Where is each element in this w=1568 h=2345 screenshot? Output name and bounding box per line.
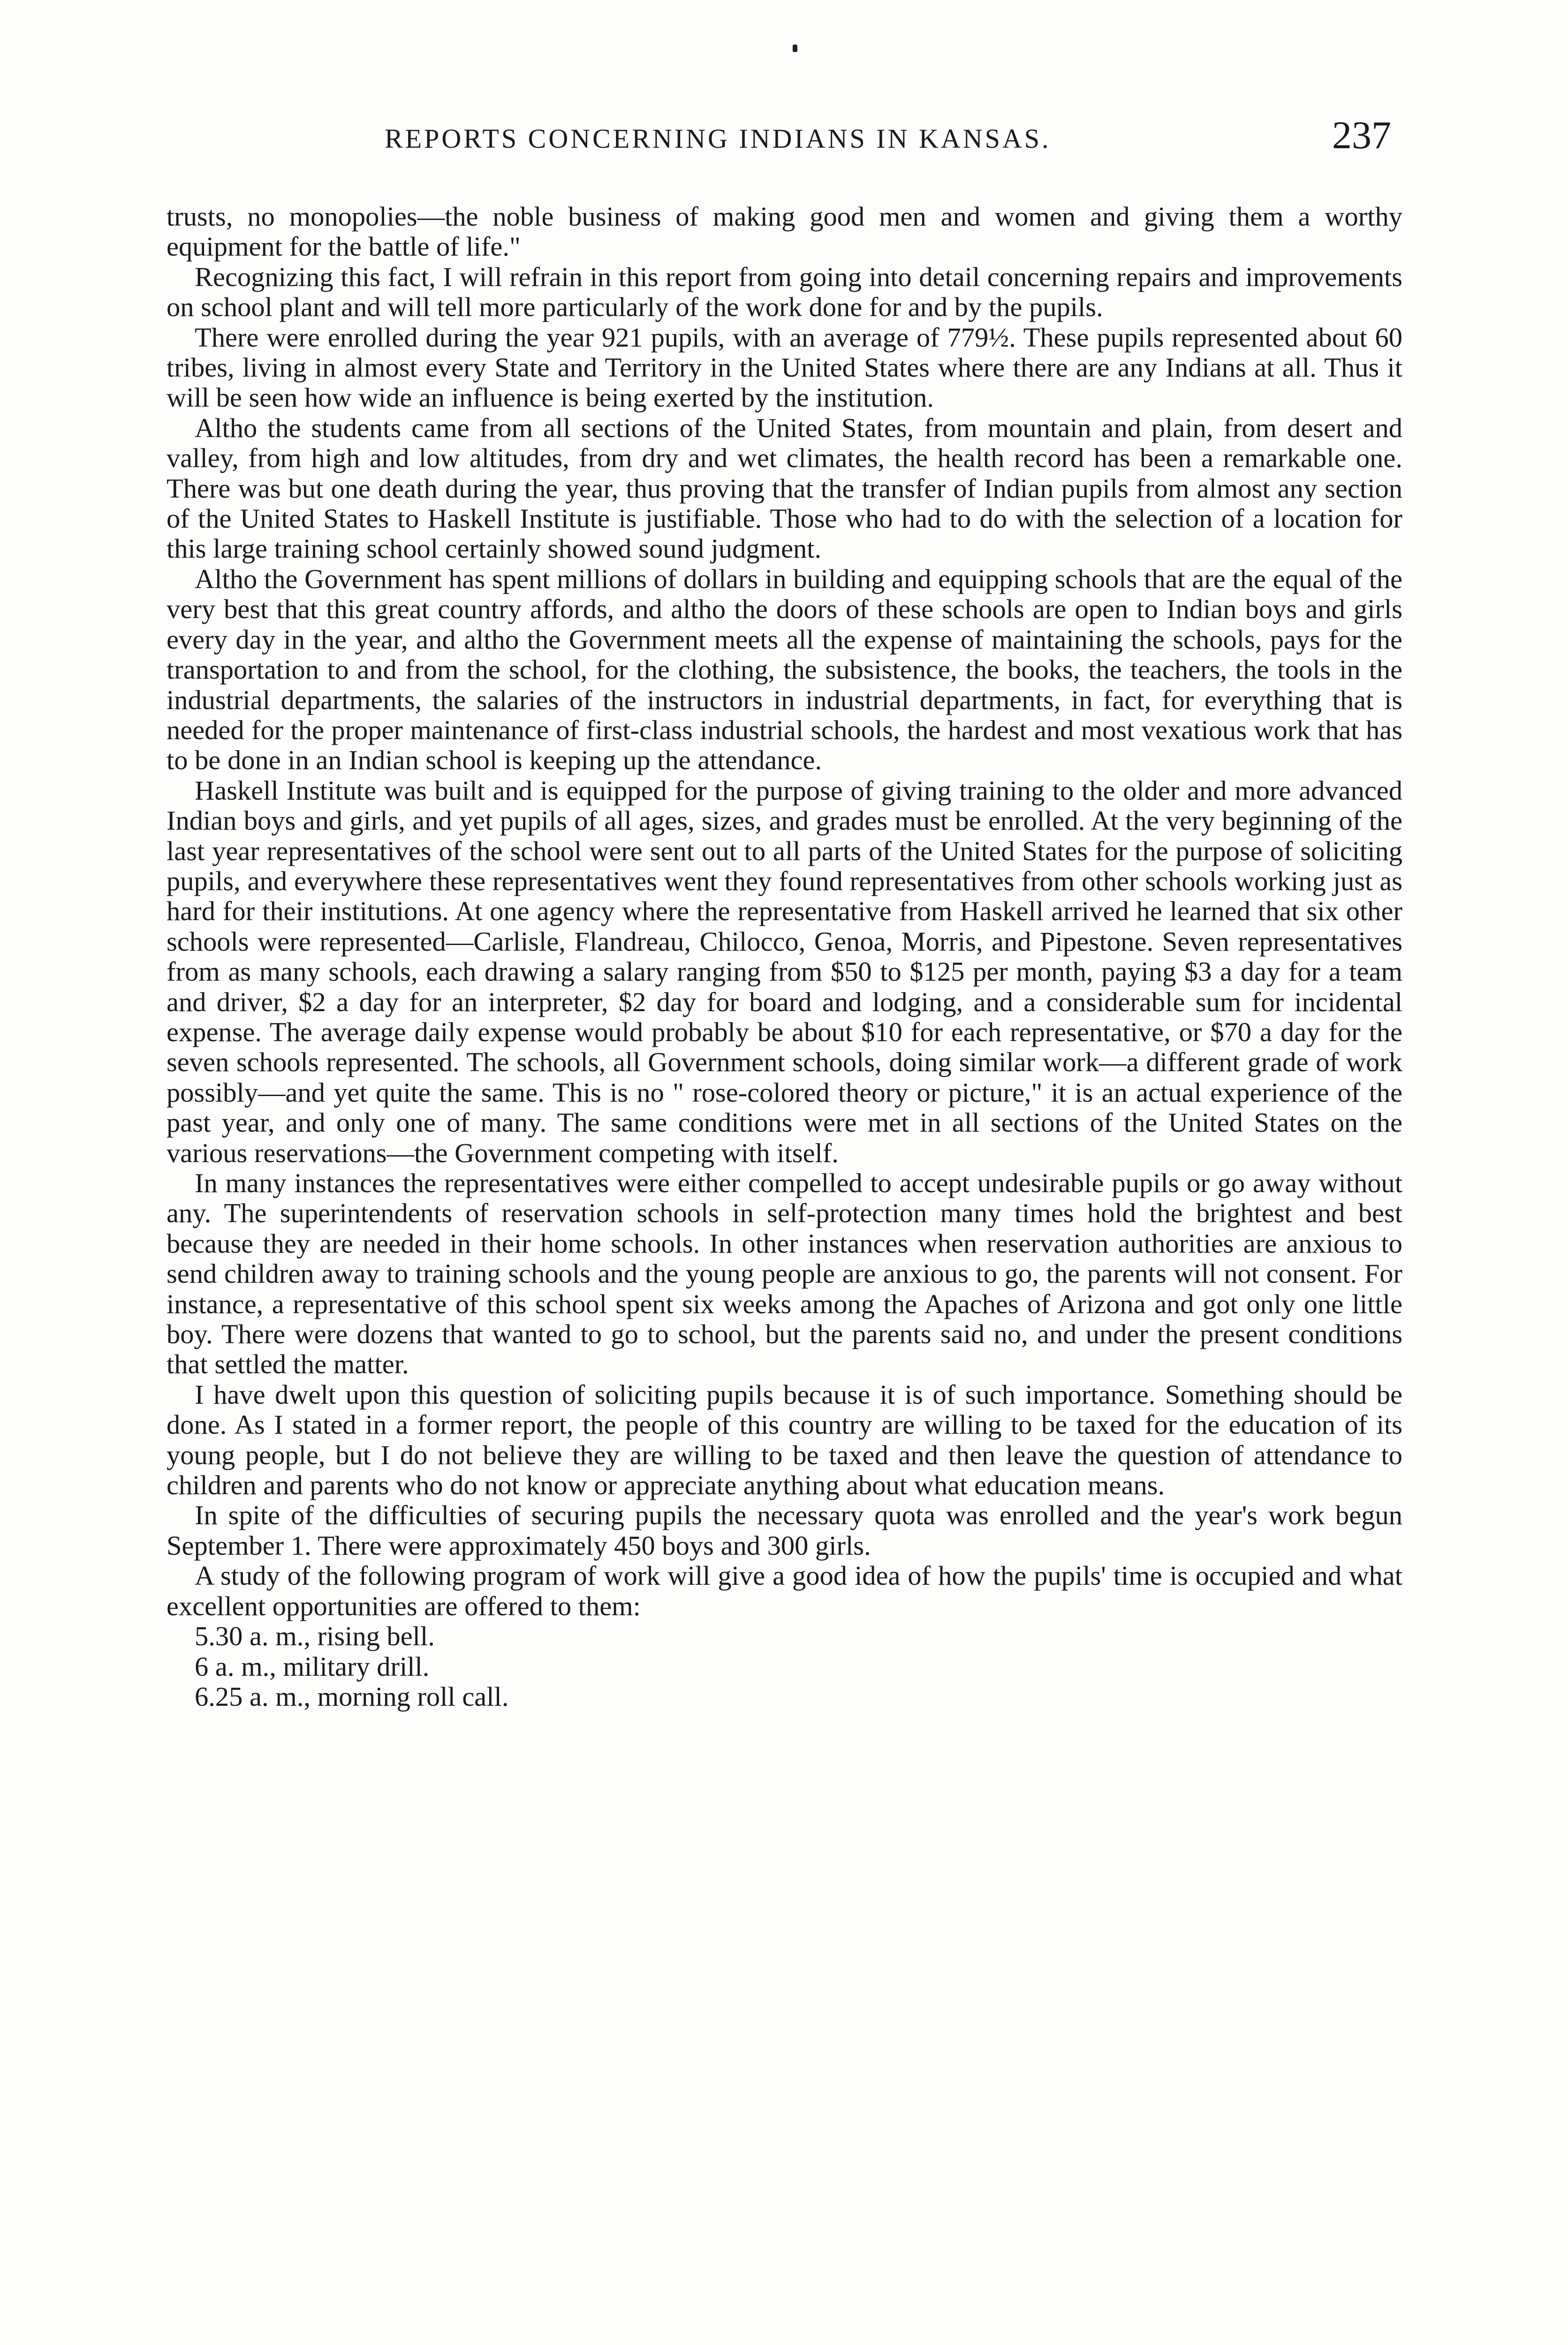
paragraph-2: Recognizing this fact, I will refrain in this report from going into detail concerning repairs and improvements on school plant and will tell more particularly of the work done for and by the pupils. <box>167 261 1402 323</box>
schedule-item: 6 a. m., military drill. <box>195 1651 430 1682</box>
paragraph-4: Altho the students came from all sections of the United States, from mountain and plain, from desert and valley, from high and low altitudes, from dry and wet climates, the health record has been a remarkable one. There was but one death during the year, thus proving that the transfer of Indian pupils from almost any section of the United States to Haskell Institute is justifiable. Those who had to do with the selection of a location for this large training school certainly showed sound judgment. <box>167 412 1402 564</box>
paragraph-10: A study of the following program of work will give a good idea of how the pupils' time is occupied and what excellent opportunities are offered to them: <box>167 1560 1402 1621</box>
body-text <box>167 202 1402 1712</box>
running-head: REPORTS CONCERNING INDIANS IN KANSAS. <box>385 123 1051 154</box>
printer-mark <box>793 45 797 52</box>
paragraph-3: There were enrolled during the year 921 pupils, with an average of 779½. These pupils represented about 60 tribes, living in almost every State and Territory in the United States where there are any Indians at all. Thus it will be seen how wide an influence is being exerted by the institution. <box>167 322 1402 413</box>
paragraph-1: trusts, no monopolies—the noble business of making good men and women and giving them a worthy equipment for the battle of life." <box>167 201 1402 262</box>
paragraph-9: In spite of the difficulties of securing pupils the necessary quota was enrolled and the year's work begun September 1. There were approximately 450 boys and 300 girls. <box>167 1500 1402 1561</box>
schedule-item: 5.30 a. m., rising bell. <box>195 1621 435 1652</box>
paragraph-6: Haskell Institute was built and is equipped for the purpose of giving training to the older and more advanced Indian boys and girls, and yet pupils of all ages, sizes, and grades must be enrolled. At the very beginning of the last year representatives of the school were sent out to all parts of the United States for the purpose of soliciting pupils, and everywhere these representatives went they found representatives from other schools working just as hard for their institutions. At one agency where the representative from Haskell arrived he learned that six other schools were represented—Carlisle, Flandreau, Chilocco, Genoa, Morris, and Pipestone. Seven representatives from as many schools, each drawing a salary ranging from $50 to $125 per month, paying $3 a day for a team and driver, $2 a day for an interpreter, $2 day for board and lodging, and a considerable sum for incidental expense. The average daily expense would probably be about $10 for each representative, or $70 a day for the seven schools represented. The schools, all Government schools, doing similar work—a different grade of work possibly—and yet quite the same. This is no " rose-colored theory or picture," it is an actual experience of the past year, and only one of many. The same conditions were met in all sections of the United States on the various reservations—the Government competing with itself. <box>167 775 1402 1168</box>
paragraph-5: Altho the Government has spent millions of dollars in building and equipping schools that are the equal of the very best that this great country affords, and altho the doors of these schools are open to Indian boys and girls every day in the year, and altho the Government meets all the expense of maintaining the schools, pays for the transportation to and from the school, for the clothing, the subsistence, the books, the teachers, the tools in the industrial departments, the salaries of the instructors in industrial departments, in fact, for everything that is needed for the proper maintenance of first-class industrial schools, the hardest and most vexatious work that has to be done in an Indian school is keeping up the attendance. <box>167 563 1402 776</box>
page-number: 237 <box>1332 113 1391 157</box>
schedule-item: 6.25 a. m., morning roll call. <box>195 1681 509 1712</box>
paragraph-8: I have dwelt upon this question of soliciting pupils because it is of such importance. Something should be done. As I stated in a former report, the people of this country are willing to be taxed for the education of its young people, but I do not believe they are willing to be taxed and then leave the question of attendance to children and parents who do not know or appreciate anything about what education means. <box>167 1379 1402 1501</box>
paragraph-7: In many instances the representatives were either compelled to accept undesirable pupils or go away without any. The superintendents of reservation schools in self-protection many times hold the brightest and best because they are needed in their home schools. In other instances when reservation authorities are anxious to send children away to training schools and the young people are anxious to go, the parents will not consent. For instance, a representative of this school spent six weeks among the Apaches of Arizona and got only one little boy. There were dozens that wanted to go to school, but the parents said no, and under the present conditions that settled the matter. <box>167 1168 1402 1380</box>
